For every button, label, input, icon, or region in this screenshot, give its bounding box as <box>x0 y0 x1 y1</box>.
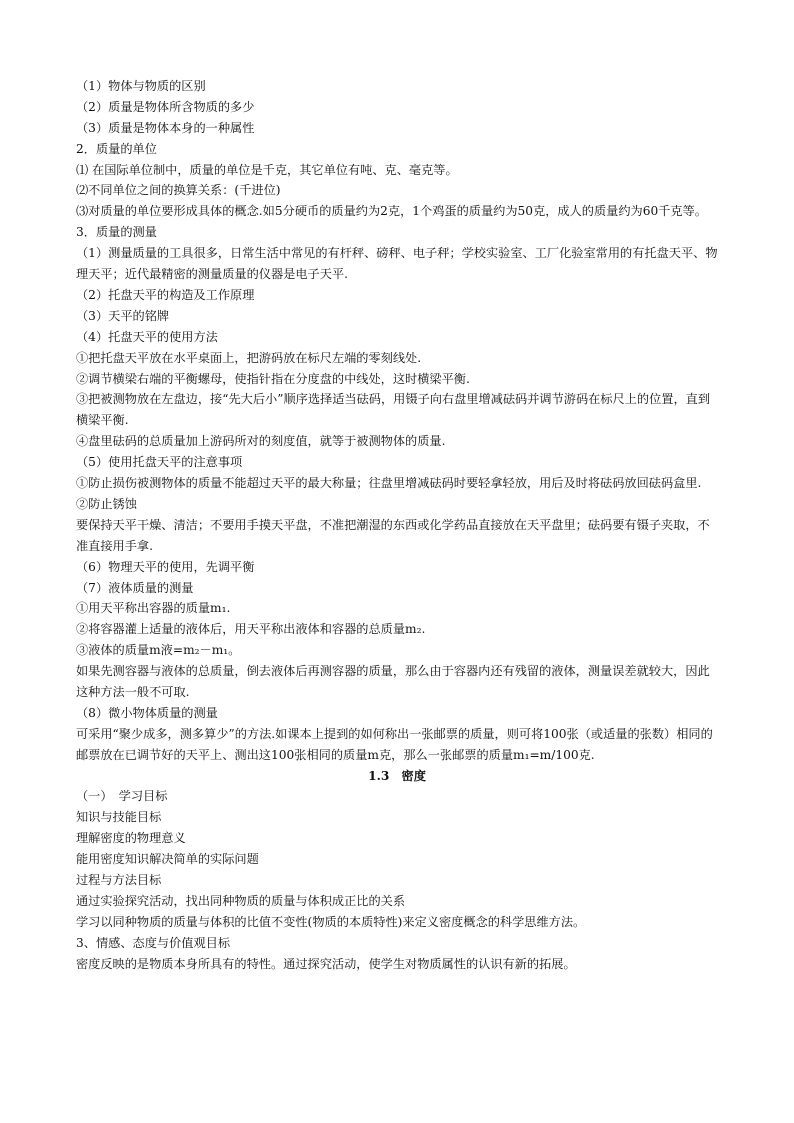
text-paragraph: 如果先测容器与液体的总质量，倒去液体后再测容器的质量，那么由于容器内还有残留的液体，测量误差就较大，因此这种方法一般不可取. <box>76 664 710 699</box>
text-line: 过程与方法目标 <box>76 873 162 888</box>
text-line: 知识与技能目标 <box>76 810 162 825</box>
text-line: 3、情感、态度与价值观目标 <box>76 935 231 950</box>
text-line: ②防止锈蚀 <box>76 496 137 511</box>
text-line: （7）液体质量的测量 <box>76 580 194 595</box>
text-line: ③液体的质量m液=m₂－m₁。 <box>76 643 241 658</box>
text-line: （5）使用托盘天平的注意事项 <box>76 455 243 470</box>
text-line: ④盘里砝码的总质量加上游码所对的刻度值，就等于被测物体的质量. <box>76 434 446 449</box>
text-line: ②调节横梁右端的平衡螺母，使指针指在分度盘的中线处，这时横梁平衡. <box>76 371 470 386</box>
text-line: （3）质量是物体本身的一种属性 <box>76 120 255 135</box>
text-paragraph: （1）测量质量的工具很多，日常生活中常见的有杆秤、磅秤、电子秤；学校实验室、工厂化验室常用的有托盘天平、物理天平；近代最精密的测量质量的仪器是电子天平. <box>76 246 718 282</box>
text-line: ①把托盘天平放在水平桌面上，把游码放在标尺左端的零刻线处. <box>76 350 422 365</box>
section-title: 1.3 密度 <box>368 768 426 783</box>
text-paragraph: ①防止损伤被测物体的质量不能超过天平的最大称量；往盘里增减砝码时要轻拿轻放，用后及时将砝码放回砝码盒里. <box>76 476 702 490</box>
text-paragraph: ⑶对质量的单位要形成具体的概念.如5分硬币的质量约为2克，1个鸡蛋的质量约为50克，成人的质量约为60千克等。 <box>76 204 707 219</box>
document-page <box>76 76 718 974</box>
text-paragraph: ③把被测物放在左盘边，接“先大后小”顺序选择适当砝码，用镊子向右盘里增减砝码并调节游码在标尺上的位置，直到横梁平衡. <box>76 392 711 428</box>
text-line: 密度反映的是物质本身所具有的特性。通过探究活动，使学生对物质属性的认识有新的拓展。 <box>76 956 576 971</box>
text-line: 通过实验探究活动，找出同种物质的质量与体积成正比的关系 <box>76 893 406 908</box>
text-line: ⑴ 在国际单位制中，质量的单位是千克，其它单位有吨、克、毫克等。 <box>76 162 458 177</box>
text-line: （3）天平的铭牌 <box>76 308 170 323</box>
text-line: ①用天平称出容器的质量m₁. <box>76 601 231 616</box>
text-line: 学习以同种物质的质量与体积的比值不变性(物质的本质特性)来定义密度概念的科学思维方法。 <box>76 914 586 929</box>
text-paragraph: 可采用“聚少成多，测多算少”的方法.如课本上提到的如何称出一张邮票的质量，则可将100张（或适量的张数）相同的邮票放在已调节好的天平上、测出这100张相同的质量m克，那么一张邮票的质量m₁=m/100克. <box>76 726 713 762</box>
text-line: （4）托盘天平的使用方法 <box>76 329 218 344</box>
text-line: （2）托盘天平的构造及工作原理 <box>76 287 255 302</box>
text-line: （6）物理天平的使用，先调平衡 <box>76 559 255 574</box>
text-line: 能用密度知识解决简单的实际问题 <box>76 852 259 867</box>
text-line: （一） 学习目标 <box>76 789 168 804</box>
text-line: ⑵不同单位之间的换算关系：(千进位) <box>76 183 281 198</box>
text-line: 2．质量的单位 <box>76 141 157 156</box>
text-line: （2）质量是物体所含物质的多少 <box>76 99 255 114</box>
text-line: （8）微小物体质量的测量 <box>76 705 218 720</box>
text-line: ②将容器灌上适量的液体后，用天平称出液体和容器的总质量m₂. <box>76 622 426 637</box>
text-line: （1）物体与物质的区别 <box>76 79 206 93</box>
text-paragraph: 要保持天平干燥、清洁；不要用手摸天平盘，不准把潮湿的东西或化学药品直接放在天平盘里；砝码要有镊子夹取，不准直接用手拿. <box>76 517 710 553</box>
text-line: 理解密度的物理意义 <box>76 831 186 846</box>
text-line: 3．质量的测量 <box>76 225 157 240</box>
